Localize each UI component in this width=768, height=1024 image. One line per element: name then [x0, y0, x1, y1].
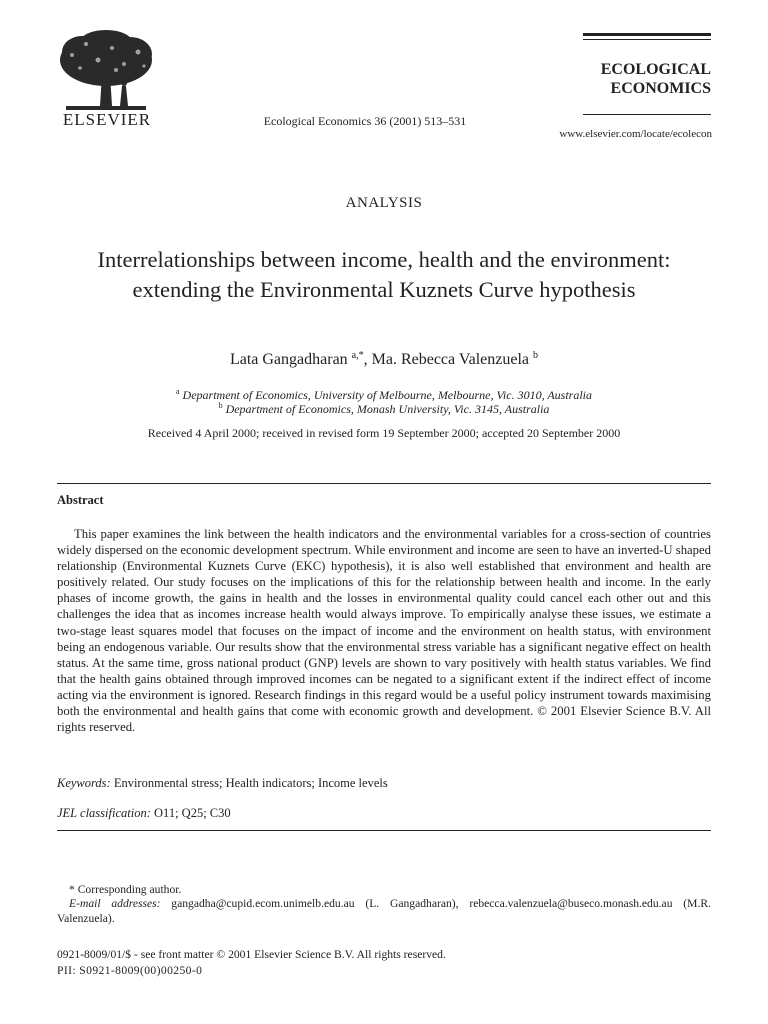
journal-box-rule — [583, 33, 711, 36]
keywords-label: Keywords: — [57, 776, 111, 790]
affiliation-text: Department of Economics, University of Melbourne, Melbourne, Vic. 3010, Australia — [182, 388, 593, 402]
author-separator: , — [363, 351, 372, 368]
journal-name-line2: ECONOMICS — [610, 80, 711, 97]
email-text: gangadha@cupid.ecom.unimelb.edu.au (L. Gangadharan), rebecca.valenzuela@buseco.monash.edu.au (M.R. Valenzuela). — [57, 897, 711, 925]
keywords — [57, 776, 388, 791]
received-dates: Received 4 April 2000; received in revised form 19 September 2000; accepted 20 September 2000 — [147, 426, 621, 440]
affiliation-marker: a — [175, 387, 180, 396]
journal-citation: Ecological Economics 36 (2001) 513–531 — [263, 114, 467, 128]
email-addresses-note — [57, 897, 711, 926]
journal-name-box — [583, 33, 711, 115]
jel-label: JEL classification: — [57, 806, 151, 820]
corresponding-author-note: * Corresponding author. — [69, 883, 182, 896]
author-affiliation-marker: b — [533, 350, 539, 361]
section-label: ANALYSIS — [345, 195, 423, 211]
email-label: E-mail addresses: — [69, 897, 161, 910]
pii-line: PII: S0921-8009(00)00250-0 — [57, 964, 203, 977]
journal-box-rule — [583, 39, 711, 40]
jel-text: O11; Q25; C30 — [150, 806, 231, 820]
journal-name — [601, 60, 711, 98]
elsevier-tree-logo-icon — [52, 30, 160, 114]
article-title: Interrelationships between income, health and the environment: extending the Environmental Kuznets Curve hypothesis — [97, 247, 671, 302]
issn-line: 0921-8009/01/$ - see front matter © 2001 Elsevier Science B.V. All rights reserved. — [57, 948, 446, 961]
divider — [57, 830, 711, 831]
journal-name-line1: ECOLOGICAL — [600, 61, 711, 78]
author-name: Lata Gangadharan — [229, 351, 348, 368]
author-affiliation-marker: a,* — [351, 350, 364, 361]
divider — [57, 483, 711, 484]
author-list — [0, 350, 768, 369]
publisher-name: ELSEVIER — [62, 110, 152, 129]
keywords-text: Environmental stress; Health indicators; Income levels — [110, 776, 388, 790]
jel-classification — [57, 806, 231, 821]
abstract-heading: Abstract — [57, 493, 104, 507]
journal-url-link[interactable]: www.elsevier.com/locate/ecolecon — [559, 128, 712, 140]
journal-box-rule — [583, 114, 711, 115]
author-name: Ma. Rebecca Valenzuela — [371, 351, 530, 368]
affiliation-text: Department of Economics, Monash University, Vic. 3145, Australia — [225, 402, 550, 416]
affiliation-marker: b — [218, 401, 223, 410]
affiliation-b — [0, 401, 768, 417]
abstract-text: This paper examines the link between the health indicators and the environmental variables for a cross-section of countries widely dispersed on the economic development spectrum. While environment and income are seen to have an inverted-U shaped relationship (Environmental Kuznets Curve (EKC) hypothesis), it is also well established that environment and health are positively related. Our study focuses on the implications of this for the relationship between health and income. In the early phases of income growth, the gains in health and the losses in environmental quality could cancel each other out and this challenges the idea that as incomes increase health would always improve. To empirically analyse these issues, we estimate a two-stage least squares model that focuses on the impact of income and the environment on health status, with environment being an endogenous variable. Our results show that the environmental stress variable has a significant negative effect on health status. At the same time, gross national product (GNP) levels are shown to vary positively with health status variables. We find that the health gains obtained through improved incomes can be negated to a significant extent if the indirect effect of income acting via the environment is ignored. Research findings in this regard would be a useful policy instrument towards maximising both the environmental and health gains that come with economic growth and development. © 2001 Elsevier Science B.V. All rights reserved. — [57, 527, 711, 735]
